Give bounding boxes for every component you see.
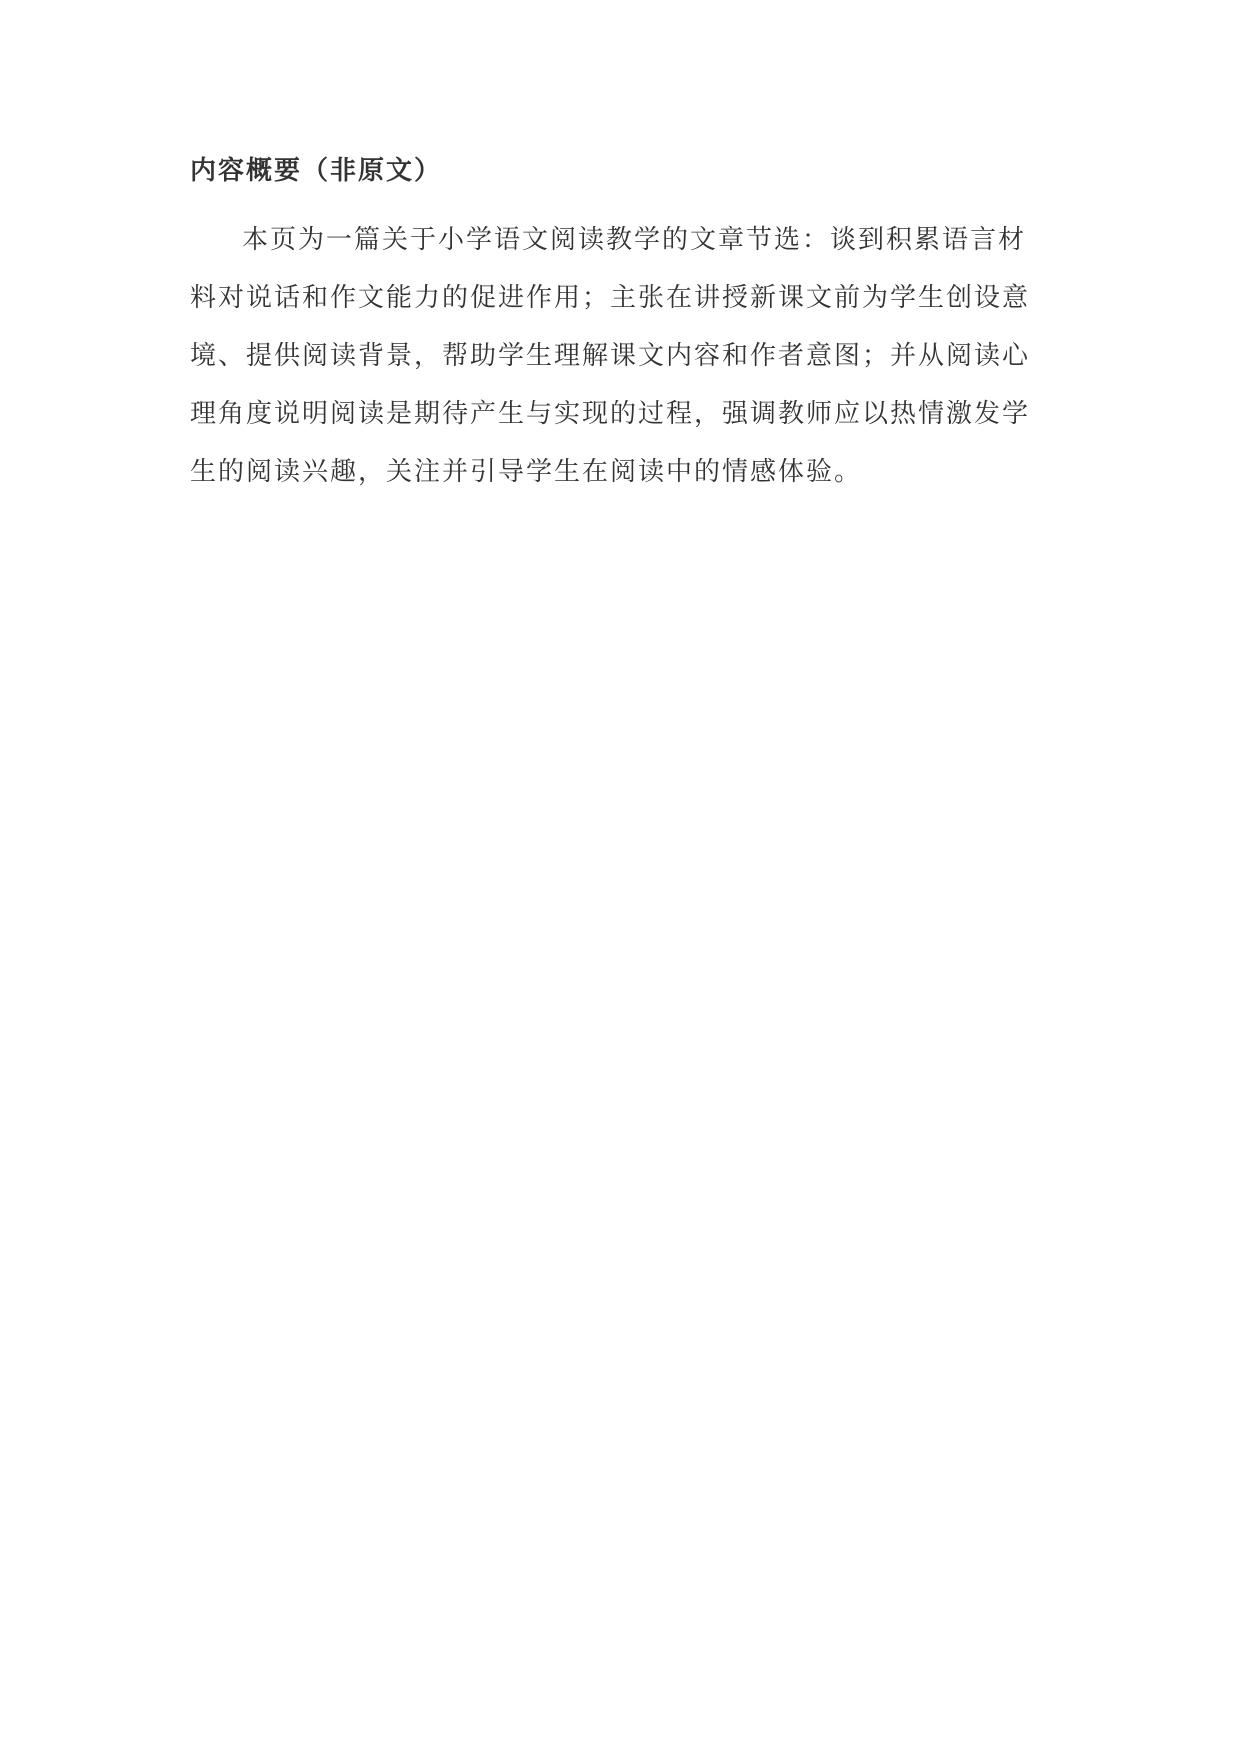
summary-paragraph: 本页为一篇关于小学语文阅读教学的文章节选：谈到积累语言材料对说话和作文能力的促进作用；主张在讲授新课文前为学生创设意境、提供阅读背景，帮助学生理解课文内容和作者意图；并从阅读心理角度说明阅读是期待产生与实现的过程，强调教师应以热情激发学生的阅读兴趣，关注并引导学生在阅读中的情感体验。 [190,225,1031,487]
summary-heading: 内容概要（非原文） [190,156,443,186]
summary-section [190,150,1050,501]
